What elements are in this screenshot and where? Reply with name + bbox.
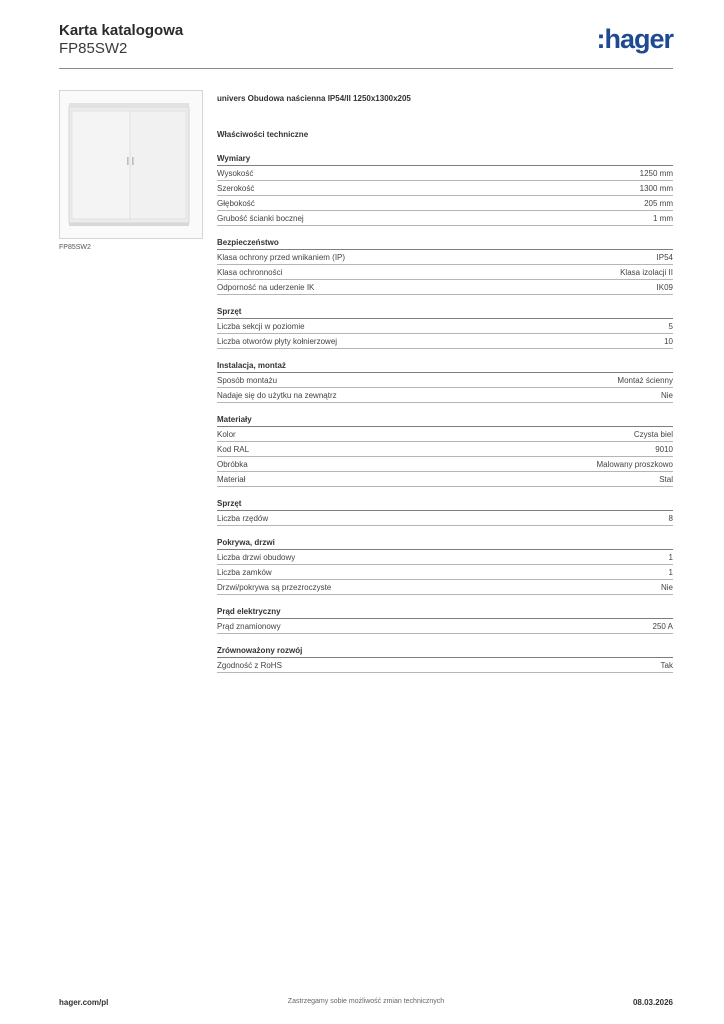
spec-row (217, 319, 673, 334)
spec-row (217, 442, 673, 457)
spec-label: Liczba sekcji w poziomie (217, 321, 305, 331)
spec-label: Kod RAL (217, 444, 250, 454)
spec-section (217, 359, 673, 403)
section-title: Pokrywa, drzwi (217, 536, 673, 550)
spec-value: Klasa izolacji II (620, 267, 673, 277)
spec-label: Liczba otworów płyty kołnierzowej (217, 336, 338, 346)
spec-row (217, 580, 673, 595)
spec-value: 10 (664, 336, 673, 346)
section-title: Wymiary (217, 152, 673, 166)
spec-value: 1250 mm (639, 168, 673, 178)
spec-row (217, 250, 673, 265)
spec-label: Szerokość (217, 183, 255, 193)
spec-label: Klasa ochrony przed wnikaniem (IP) (217, 252, 346, 262)
footer-website: hager.com/pl (59, 998, 109, 1007)
hager-logo: :hager (596, 24, 673, 54)
spec-row (217, 280, 673, 295)
spec-value: Czysta biel (633, 429, 673, 439)
photo-caption: FP85SW2 (59, 244, 91, 251)
spec-row (217, 211, 673, 226)
spec-section (217, 305, 673, 349)
spec-row (217, 619, 673, 634)
spec-label: Nadaje się do użytku na zewnątrz (217, 390, 337, 400)
header-divider (59, 68, 673, 69)
spec-row (217, 334, 673, 349)
spec-row (217, 373, 673, 388)
spec-row (217, 196, 673, 211)
spec-content (217, 94, 673, 683)
spec-value: Nie (660, 390, 673, 400)
product-photo (59, 90, 203, 239)
spec-value: 205 mm (644, 198, 673, 208)
section-title: Instalacja, montaż (217, 359, 673, 373)
spec-row (217, 166, 673, 181)
product-title: univers Obudowa naścienna IP54/II 1250x1300x205 (217, 94, 411, 103)
spec-value: 5 (668, 321, 673, 331)
spec-label: Klasa ochronności (217, 267, 283, 277)
section-title: Sprzęt (217, 497, 673, 511)
spec-sections (217, 152, 673, 673)
spec-label: Prąd znamionowy (217, 621, 281, 631)
spec-row (217, 265, 673, 280)
properties-heading: Właściwości techniczne (217, 130, 309, 139)
document-title: Karta katalogowa (59, 22, 184, 39)
spec-row (217, 658, 673, 673)
spec-label: Liczba zamków (217, 567, 272, 577)
spec-value: 1 (668, 567, 673, 577)
spec-value: Stal (659, 474, 673, 484)
spec-section (217, 536, 673, 595)
spec-section (217, 497, 673, 526)
section-title: Materiały (217, 413, 673, 427)
spec-value: 250 A (652, 621, 673, 631)
page-header (59, 20, 673, 68)
spec-label: Zgodność z RoHS (217, 660, 282, 670)
spec-label: Głębokość (217, 198, 255, 208)
spec-row (217, 388, 673, 403)
spec-section (217, 413, 673, 487)
spec-value: Montaż ścienny (617, 375, 673, 385)
spec-label: Liczba rzędów (217, 513, 269, 523)
section-title: Bezpieczeństwo (217, 236, 673, 250)
spec-value: IK09 (656, 282, 673, 292)
spec-value: 1 mm (653, 213, 673, 223)
spec-label: Drzwi/pokrywa są przezroczyste (217, 582, 332, 592)
product-reference: FP85SW2 (59, 40, 128, 57)
footer-disclaimer: Zastrzegamy sobie możliwość zmian technicznych (287, 998, 445, 1005)
spec-row (217, 565, 673, 580)
spec-row (217, 472, 673, 487)
spec-label: Sposób montażu (217, 375, 278, 385)
spec-section (217, 644, 673, 673)
spec-row (217, 550, 673, 565)
spec-label: Obróbka (217, 459, 248, 469)
spec-section (217, 152, 673, 226)
spec-value: 9010 (655, 444, 673, 454)
spec-row (217, 427, 673, 442)
spec-row (217, 511, 673, 526)
spec-value: Nie (660, 582, 673, 592)
spec-value: 8 (668, 513, 673, 523)
section-title: Sprzęt (217, 305, 673, 319)
cabinet-image (64, 99, 196, 231)
spec-value: Malowany proszkowo (596, 459, 673, 469)
spec-label: Odporność na uderzenie IK (217, 282, 315, 292)
spec-label: Materiał (217, 474, 246, 484)
spec-section (217, 236, 673, 295)
spec-label: Liczba drzwi obudowy (217, 552, 296, 562)
footer-date: 08.03.2026 (632, 998, 673, 1007)
spec-value: Tak (660, 660, 673, 670)
section-title: Zrównoważony rozwój (217, 644, 673, 658)
section-title: Prąd elektryczny (217, 605, 673, 619)
spec-value: 1300 mm (639, 183, 673, 193)
spec-section (217, 605, 673, 634)
spec-value: IP54 (656, 252, 673, 262)
spec-value: 1 (668, 552, 673, 562)
spec-label: Grubość ścianki bocznej (217, 213, 304, 223)
spec-row (217, 181, 673, 196)
spec-row (217, 457, 673, 472)
spec-label: Kolor (217, 429, 236, 439)
spec-label: Wysokość (217, 168, 254, 178)
